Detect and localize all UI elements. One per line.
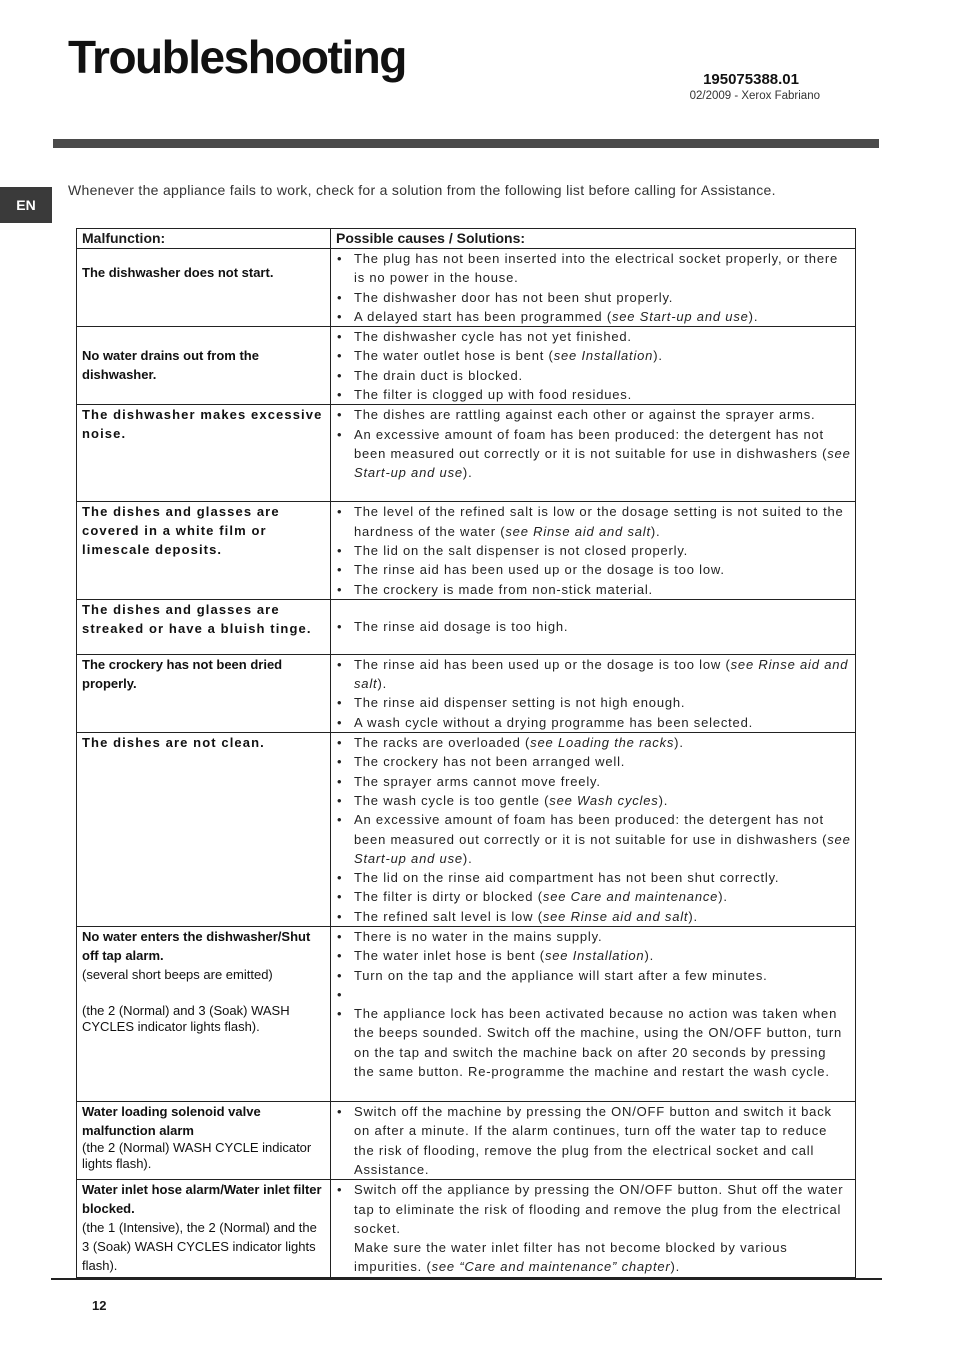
list-item: • An excessive amount of foam has been produced: the detergent has not been measured out correctly or it is not suitable for use in dishwashers (see Start-up and use). bbox=[336, 810, 851, 868]
table-row bbox=[77, 1180, 856, 1277]
table-row bbox=[77, 599, 856, 654]
causes-cell bbox=[331, 654, 856, 732]
list-item: • The plug has not been inserted into the electrical socket properly, or there is no power in the house. bbox=[336, 249, 851, 288]
list-item: • The filter is dirty or blocked (see Care and maintenance). bbox=[336, 887, 851, 906]
table-row bbox=[77, 249, 856, 327]
malfunction-note: (the 2 (Normal) WASH CYCLE indicator lights flash). bbox=[82, 1140, 312, 1172]
causes-cell bbox=[331, 405, 856, 502]
table-row bbox=[77, 654, 856, 732]
list-item: • The sprayer arms cannot move freely. bbox=[336, 772, 851, 791]
malfunction-text: The crockery has not been dried properly. bbox=[82, 656, 283, 691]
malfunction-cell bbox=[77, 599, 331, 654]
intro-text: Whenever the appliance fails to work, check for a solution from the following list before calling for Assistance. bbox=[68, 182, 776, 198]
list-item: • The rinse aid has been used up or the dosage is too low (see Rinse aid and salt). bbox=[336, 655, 851, 694]
list-item: • The dishes are rattling against each other or against the sprayer arms. bbox=[336, 405, 851, 424]
list-item: • The refined salt level is low (see Rinse aid and salt). bbox=[336, 907, 851, 926]
causes-cell bbox=[331, 249, 856, 327]
causes-cell bbox=[331, 502, 856, 599]
malfunction-cell bbox=[77, 654, 331, 732]
malfunction-cell bbox=[77, 733, 331, 927]
footer-divider bbox=[51, 1278, 882, 1280]
malfunction-text: No water drains out from the dishwasher. bbox=[82, 348, 259, 383]
list-item: • The filter is clogged up with food residues. bbox=[336, 385, 851, 404]
column-header-malfunction: Malfunction: bbox=[77, 229, 331, 249]
malfunction-note: (the 1 (Intensive), the 2 (Normal) and the 3 (Soak) WASH CYCLES indicator lights flash). bbox=[82, 1220, 317, 1274]
list-item: • The level of the refined salt is low or the dosage setting is not suited to the hardness of the water (see Rinse aid and salt). bbox=[336, 502, 851, 541]
list-item: • An excessive amount of foam has been produced: the detergent has not been measured out correctly or it is not suitable for use in dishwashers (see Start-up and use). bbox=[336, 425, 851, 483]
causes-cell bbox=[331, 1180, 856, 1277]
list-item: • The water inlet hose is bent (see Installation). bbox=[336, 946, 851, 965]
malfunction-cell bbox=[77, 502, 331, 599]
spacer bbox=[82, 984, 326, 1003]
document-code: 195075388.01 bbox=[703, 71, 799, 88]
list-item: • The wash cycle is too gentle (see Wash cycles). bbox=[336, 791, 851, 810]
language-tab: EN bbox=[0, 187, 52, 223]
table-header-row bbox=[77, 229, 856, 249]
malfunction-text: The dishes and glasses are streaked or have a bluish tinge. bbox=[82, 601, 312, 636]
malfunction-note: (the 2 (Normal) and 3 (Soak) WASH CYCLES indicator lights flash). bbox=[82, 1003, 290, 1035]
table-row bbox=[77, 405, 856, 502]
table-row bbox=[77, 327, 856, 405]
list-item: • The dishwasher door has not been shut properly. bbox=[336, 288, 851, 307]
list-item: • The lid on the salt dispenser is not closed properly. bbox=[336, 541, 851, 560]
malfunction-cell bbox=[77, 1102, 331, 1180]
list-item: • The rinse aid has been used up or the dosage is too low. bbox=[336, 560, 851, 579]
malfunction-text: Water inlet hose alarm/Water inlet filter blocked. bbox=[82, 1182, 322, 1217]
list-item: • A wash cycle without a drying programme has been selected. bbox=[336, 713, 851, 732]
list-item: • The lid on the rinse aid compartment has not been shut correctly. bbox=[336, 868, 851, 887]
causes-cell bbox=[331, 927, 856, 1102]
malfunction-text: The dishes and glasses are covered in a white film or limescale deposits. bbox=[82, 504, 280, 558]
list-item: • The crockery is made from non-stick material. bbox=[336, 580, 851, 599]
malfunction-cell bbox=[77, 327, 331, 405]
page-title: Troubleshooting bbox=[68, 31, 406, 83]
list-item: • The appliance lock has been activated because no action was taken when the beeps sounded. Switch off the machine, using the ON/OFF button, turn on the tap and switch the machine back on after 20 seconds by pressing the same button. Re-programme the machine and restart the wash cycle. bbox=[336, 1004, 851, 1081]
malfunction-text: Water loading solenoid valve malfunction alarm bbox=[82, 1104, 261, 1139]
table-row bbox=[77, 502, 856, 599]
malfunction-cell bbox=[77, 405, 331, 502]
malfunction-text: The dishes are not clean. bbox=[82, 735, 265, 751]
malfunction-cell bbox=[77, 927, 331, 1102]
malfunction-cell bbox=[77, 1180, 331, 1277]
spacer bbox=[336, 985, 851, 1004]
list-item: • Switch off the machine by pressing the ON/OFF button and switch it back on after a minute. If the alarm continues, turn off the water tap to reduce the risk of flooding, remove the plug from the electrical socket and call Assistance. bbox=[336, 1102, 851, 1179]
list-item: • The rinse aid dosage is too high. bbox=[336, 617, 851, 636]
list-item: • The dishwasher cycle has not yet finished. bbox=[336, 327, 851, 346]
list-item: • The water outlet hose is bent (see Installation). bbox=[336, 346, 851, 365]
malfunction-note: (several short beeps are emitted) bbox=[82, 967, 273, 983]
list-item: • A delayed start has been programmed (see Start-up and use). bbox=[336, 307, 851, 326]
list-item: • The drain duct is blocked. bbox=[336, 366, 851, 385]
table-row bbox=[77, 1102, 856, 1180]
causes-cell bbox=[331, 599, 856, 654]
list-item: • The racks are overloaded (see Loading the racks). bbox=[336, 733, 851, 752]
troubleshooting-table bbox=[76, 228, 856, 1278]
column-header-solutions: Possible causes / Solutions: bbox=[331, 229, 856, 249]
malfunction-text: The dishwasher does not start. bbox=[82, 265, 274, 280]
list-item: Make sure the water inlet filter has not become blocked by various impurities. (see “Care and maintenance” chapter). bbox=[354, 1240, 788, 1275]
list-item: • The rinse aid dispenser setting is not high enough. bbox=[336, 693, 851, 712]
list-item: • Turn on the tap and the appliance will start after a few minutes. bbox=[336, 966, 851, 985]
malfunction-text: The dishwasher makes excessive noise. bbox=[82, 407, 323, 442]
table-row bbox=[77, 733, 856, 927]
malfunction-cell bbox=[77, 249, 331, 327]
document-date: 02/2009 - Xerox Fabriano bbox=[689, 90, 820, 102]
list-item: • There is no water in the mains supply. bbox=[336, 927, 851, 946]
page-number: 12 bbox=[92, 1298, 107, 1313]
list-item: • Switch off the appliance by pressing the ON/OFF button. Shut off the water tap to eliminate the risk of flooding and remove the plug from the electrical socket. bbox=[336, 1180, 851, 1238]
header-divider-bar bbox=[53, 139, 879, 148]
malfunction-text: No water enters the dishwasher/Shut off tap alarm. bbox=[82, 929, 311, 964]
causes-cell bbox=[331, 327, 856, 405]
causes-cell bbox=[331, 733, 856, 927]
causes-cell bbox=[331, 1102, 856, 1180]
list-item: • The crockery has not been arranged well. bbox=[336, 752, 851, 771]
table-row bbox=[77, 927, 856, 1102]
